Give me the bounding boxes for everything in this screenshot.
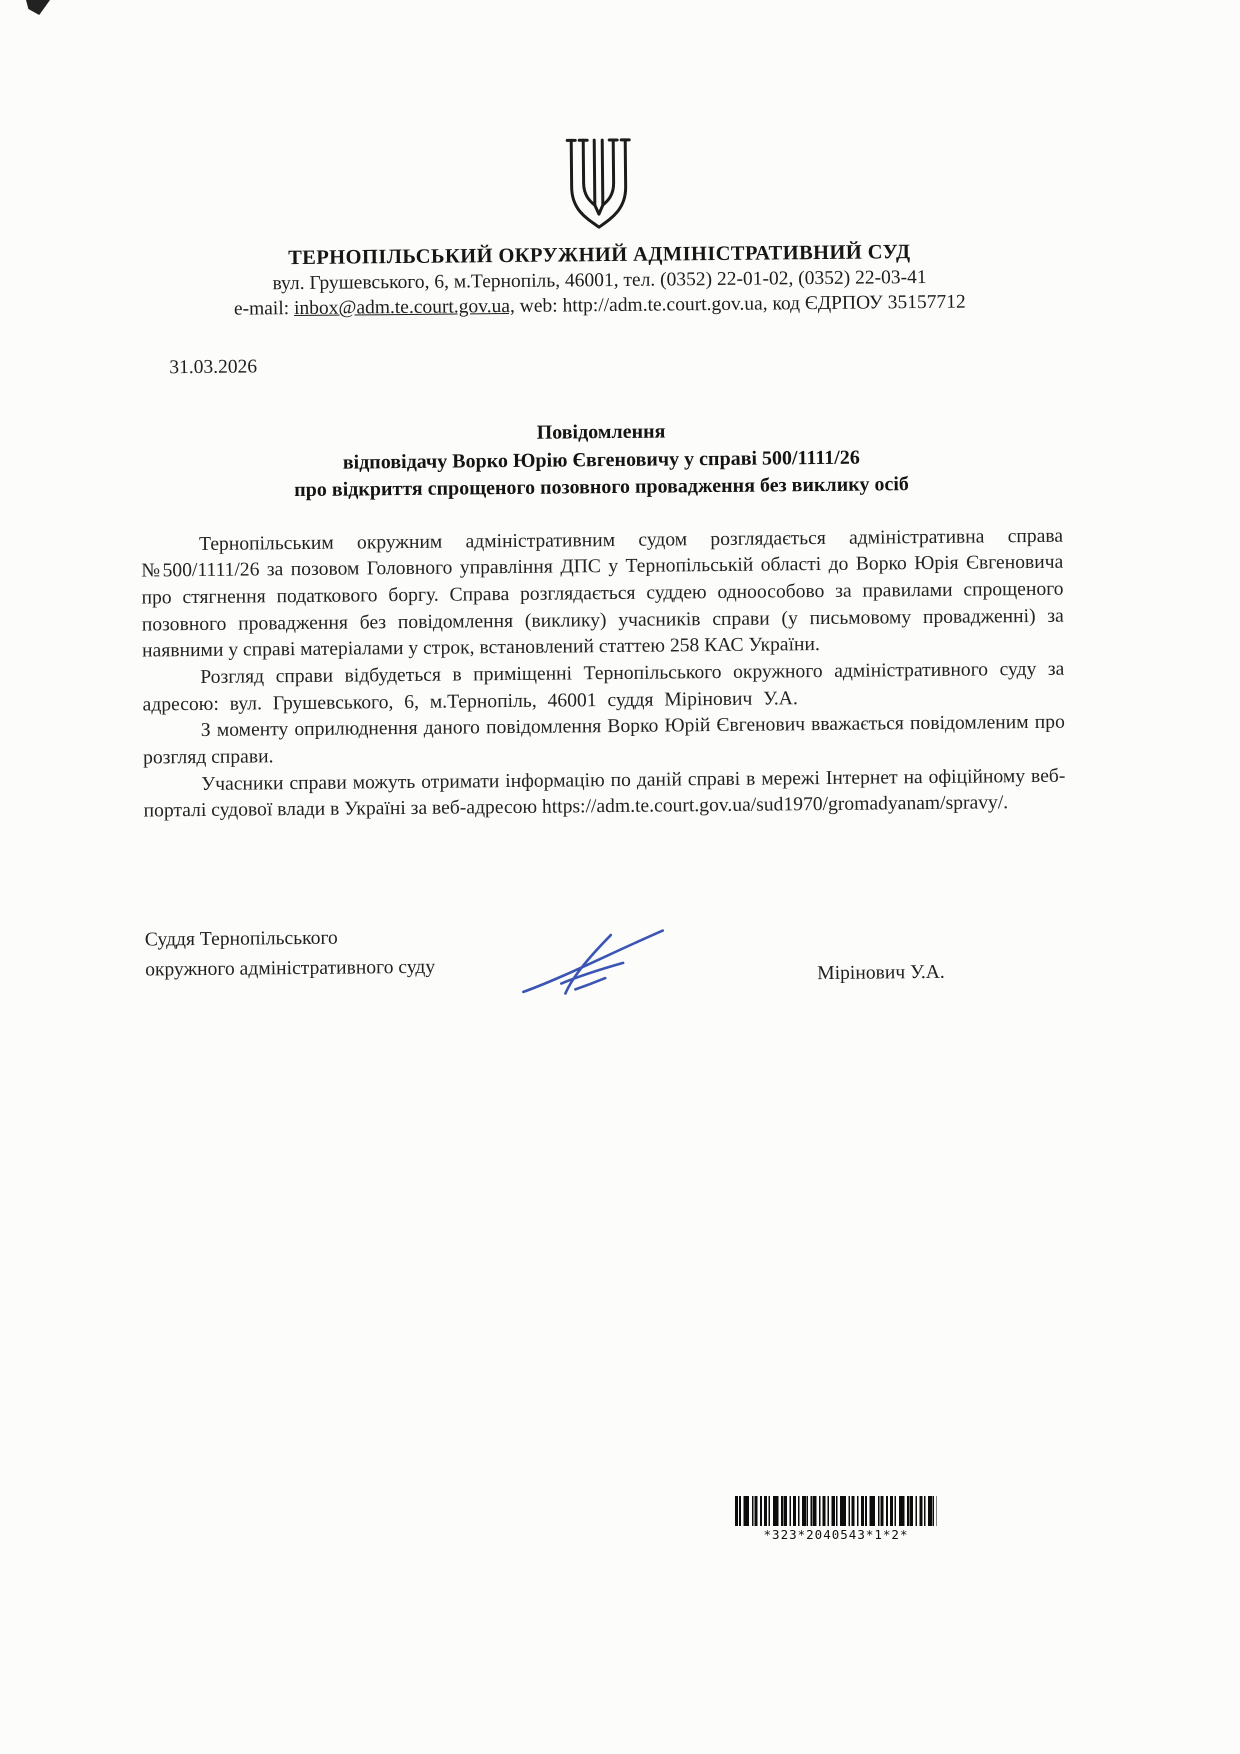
- notice-title: [140, 415, 1063, 507]
- signer-name: Мірінович У.А.: [817, 961, 945, 984]
- signer-position-line1: Суддя Тернопільського: [144, 927, 338, 951]
- barcode-text: *323*2040543*1*2*: [763, 1527, 909, 1542]
- emblem-wrap: [137, 131, 1060, 241]
- document-content: [136, 0, 1068, 1081]
- paragraph-hearing-location: Розгляд справи відбудеться в приміщенні Тернопільського окружного адміністративного суду за адресою: вул. Грушевського, 6, м.Тернопіль, 46001 суддя Мірінович У.А.: [142, 658, 1065, 716]
- notice-title-line3: про відкриття спрощеного позовного провадження без виклику осіб: [294, 473, 909, 502]
- barcode-icon: [735, 1496, 937, 1526]
- paragraph-web-portal: Учасники справи можуть отримати інформацію по даній справі в мережі Інтернет на офіційному веб-порталі судової влади в Україні за веб-адресою https://adm.te.court.gov.ua/sud1970/gromadyanam/spravy/.: [143, 765, 1066, 822]
- notice-title-line1: Повідомлення: [536, 420, 666, 444]
- handwritten-signature-icon: [515, 924, 676, 1011]
- scan-corner-artifact: [26, 0, 50, 15]
- paragraph-notification: З моменту оприлюднення даного повідомлення Ворко Юрій Євгенович вважається повідомленим про розгляд справи.: [143, 711, 1065, 769]
- court-name: ТЕРНОПІЛЬСЬКИЙ ОКРУЖНИЙ АДМІНІСТРАТИВНИЙ СУД: [288, 241, 911, 270]
- web-and-code: web: http://adm.te.court.gov.ua, код ЄДРПОУ 35157712: [514, 291, 966, 317]
- email-link: inbox@adm.te.court.gov.ua,: [293, 295, 515, 320]
- barcode-wrap: [735, 1496, 937, 1542]
- notice-body: [141, 523, 1066, 825]
- notice-title-line2: відповідачу Ворко Юрію Євгеновичу у справі 500/1111/26: [342, 446, 860, 474]
- ukraine-trident-icon: [561, 135, 636, 232]
- signer-position: [145, 923, 436, 986]
- signature-block: [145, 902, 1069, 1081]
- document-date: 31.03.2026: [169, 356, 258, 379]
- court-contact-line: [139, 291, 1061, 322]
- signer-position-line2: окружного адміністративного суду: [145, 956, 436, 981]
- email-label: e-mail:: [233, 298, 295, 320]
- court-address: вул. Грушевського, 6, м.Тернопіль, 46001, тел. (0352) 22-01-02, (0352) 22-03-41: [272, 266, 927, 295]
- paragraph-case-description: Тернопільським окружним адміністративним судом розглядається адміністративна справа №500/1111/26 за позовом Головного управління ДПС у Тернопільській області до Ворко Юрія Євгеновича про стягнення податкового боргу. Справа розглядається суддею одноособово за правилами спрощеного позовного провадження без повідомлення (виклику) учасників справи (у письмовому провадженні) за наявними у справі матеріалами у строк, встановлений статтею 258 КАС України.: [141, 525, 1064, 662]
